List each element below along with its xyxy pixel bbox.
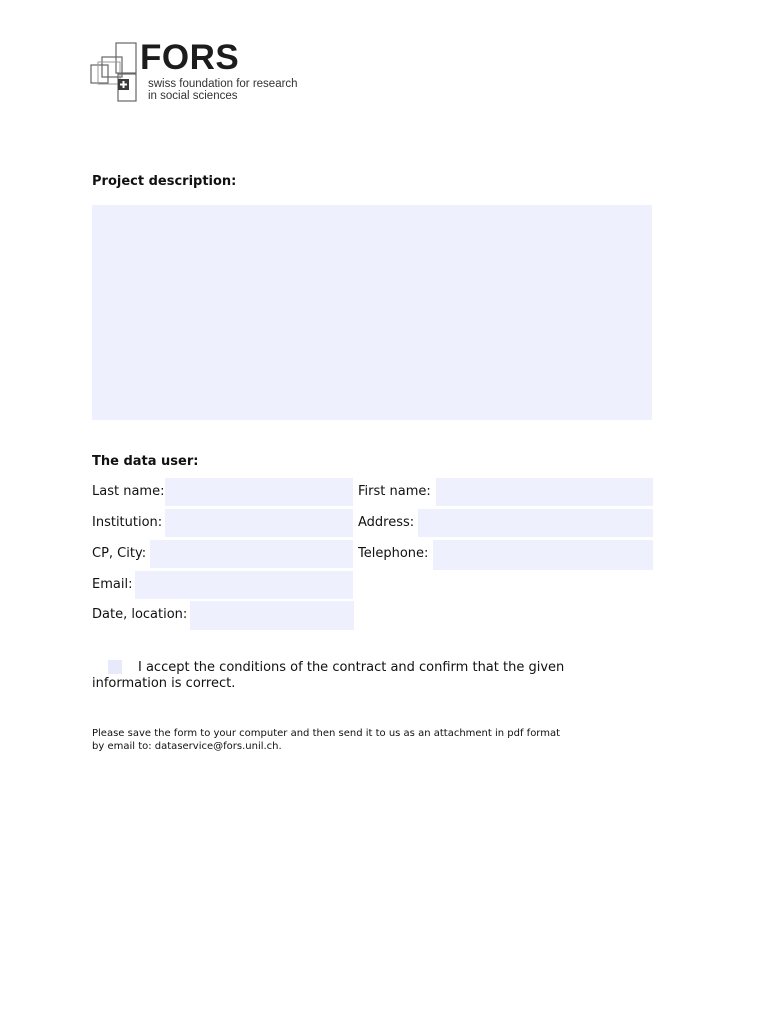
- project-description-heading: Project description:: [92, 174, 237, 189]
- first-name-field[interactable]: [436, 478, 653, 506]
- submission-note-line2: by email to: dataservice@fors.unil.ch.: [92, 740, 282, 752]
- accept-statement: [92, 660, 592, 691]
- logo-tagline-line2: in social sciences: [148, 90, 238, 102]
- accept-statement-line2: information is correct.: [92, 675, 236, 691]
- first-name-label: First name:: [358, 484, 431, 499]
- address-label: Address:: [358, 515, 415, 530]
- last-name-field[interactable]: [165, 478, 353, 506]
- telephone-label: Telephone:: [358, 546, 429, 561]
- last-name-label: Last name:: [92, 484, 165, 499]
- fors-logo: [90, 40, 310, 110]
- fors-logo-mark-icon: [90, 40, 140, 106]
- logo-wordmark: FORS: [140, 38, 240, 77]
- institution-field[interactable]: [165, 509, 353, 537]
- logo-tagline-line1: swiss foundation for research: [148, 78, 298, 90]
- address-field[interactable]: [418, 509, 653, 537]
- date-location-label: Date, location:: [92, 607, 188, 622]
- submission-note: [92, 728, 612, 753]
- cp-city-field[interactable]: [150, 540, 353, 568]
- date-location-field[interactable]: [190, 601, 354, 630]
- email-field[interactable]: [135, 571, 353, 599]
- telephone-field[interactable]: [433, 540, 653, 570]
- institution-label: Institution:: [92, 515, 163, 530]
- cp-city-label: CP, City:: [92, 546, 147, 561]
- accept-statement-line1: I accept the conditions of the contract and confirm that the given: [138, 660, 565, 675]
- logo-tagline: [148, 78, 298, 102]
- submission-note-line1: Please save the form to your computer and then send it to us as an attachment in pdf format: [92, 728, 561, 739]
- data-user-heading: The data user:: [92, 454, 199, 469]
- email-label: Email:: [92, 577, 133, 592]
- project-description-field[interactable]: [92, 205, 652, 420]
